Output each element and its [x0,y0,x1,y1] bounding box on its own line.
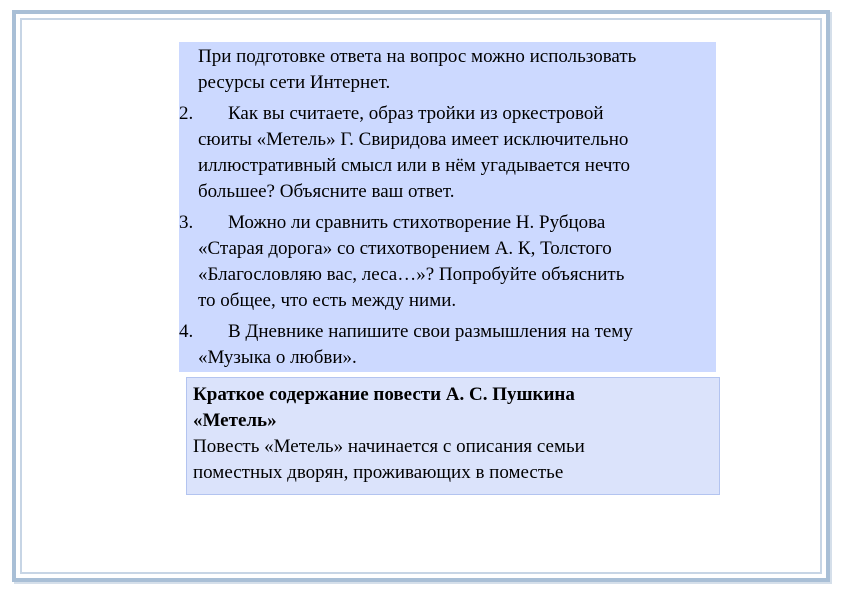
question-line: сюиты «Метель» Г. Свиридова имеет исключительно [198,129,629,150]
question-line: то общее, что есть между ними. [198,290,457,311]
questions-text-box [179,42,716,372]
summary-body-line-2: поместных дворян, проживающих в поместье [193,462,564,483]
question-intro-line-1: При подготовке ответа на вопрос можно использовать [198,46,637,67]
summary-text-box [186,377,720,495]
summary-body-line-1: Повесть «Метель» начинается с описания семьи [193,436,585,457]
question-line: «Старая дорога» со стихотворением А. К, Толстого [198,238,612,259]
question-line: «Музыка о любви». [198,347,357,368]
summary-body [193,434,711,486]
question-number: 3. [179,212,194,233]
summary-title [193,382,711,434]
question-number: 4. [179,321,194,342]
question-item-2 [179,101,716,205]
question-intro-line-2: ресурсы сети Интернет. [198,72,391,93]
question-line: В Дневнике напишите свои размышления на тему [228,321,633,342]
summary-title-line-1: Краткое содержание повести А. С. Пушкина [193,384,575,405]
summary-title-line-2: «Метель» [193,410,277,431]
question-line: Можно ли сравнить стихотворение Н. Рубцова [228,212,606,233]
question-line: «Благословляю вас, леса…»? Попробуйте объяснить [198,264,625,285]
question-number: 2. [179,103,194,124]
question-intro [179,44,716,96]
question-line: иллюстративный смысл или в нём угадывается нечто [198,155,631,176]
question-item-4 [179,319,716,371]
question-line: Как вы считаете, образ тройки из оркестровой [228,103,604,124]
question-line: большее? Объясните ваш ответ. [198,181,455,202]
question-item-3 [179,210,716,314]
